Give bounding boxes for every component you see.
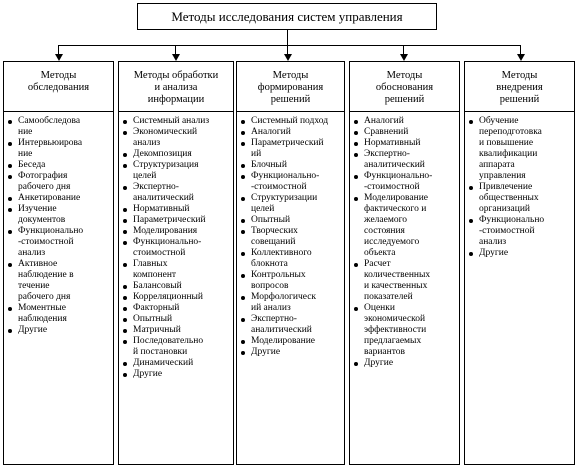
- column-header-line: решений: [270, 94, 311, 105]
- method-item-line: Нормативный: [364, 138, 421, 148]
- method-item: [133, 314, 231, 325]
- method-item-line: переподготовка: [479, 127, 542, 137]
- method-item-line: блокнота: [251, 259, 288, 269]
- method-item: [18, 259, 111, 303]
- method-item-line: Другие: [251, 347, 281, 357]
- method-item: [479, 215, 572, 248]
- column-header-line: внедрения: [496, 82, 543, 93]
- method-item: [133, 116, 231, 127]
- method-item-line: Экспертно-: [364, 149, 410, 159]
- method-item: [133, 358, 231, 369]
- method-list-obosn: [350, 112, 459, 369]
- method-item-line: рабочего дня: [18, 182, 71, 192]
- method-item: [479, 116, 572, 182]
- method-item-line: Последовательно: [133, 336, 204, 346]
- method-item-line: Анкетирование: [18, 193, 81, 203]
- column-obrab: [118, 61, 234, 465]
- method-item-line: Обучение: [479, 116, 519, 126]
- column-form: [236, 61, 345, 465]
- method-item-line: Интервьюирова: [18, 138, 83, 148]
- method-item-line: -стоимостной: [364, 182, 420, 192]
- method-item: [364, 259, 457, 303]
- column-header-obosn: [350, 62, 459, 112]
- method-list-vnedr: [465, 112, 574, 259]
- method-item: [133, 259, 231, 281]
- method-item-line: -стоимостной: [479, 226, 535, 236]
- method-item: [251, 116, 342, 127]
- method-item-line: Балансовый: [133, 281, 182, 291]
- method-item: [133, 237, 231, 259]
- method-item-line: компонент: [133, 270, 177, 280]
- column-header-line: решений: [499, 94, 540, 105]
- method-item-line: Факторный: [133, 303, 180, 313]
- method-item: [251, 336, 342, 347]
- method-item-line: Корреляционный: [133, 292, 203, 302]
- method-item-line: Аналогий: [251, 127, 291, 137]
- method-item: [133, 292, 231, 303]
- column-vnedr: [464, 61, 575, 465]
- column-header-line: Методы: [272, 70, 309, 81]
- method-item: [133, 325, 231, 336]
- column-header-vnedr: [465, 62, 574, 112]
- method-item: [18, 171, 111, 193]
- method-item-line: Опытный: [251, 215, 291, 225]
- method-item-line: Опытный: [133, 314, 173, 324]
- column-header-form: [237, 62, 344, 112]
- method-item-line: ий анализ: [251, 303, 291, 313]
- method-item-line: наблюдения: [18, 314, 67, 324]
- method-item-line: Блочный: [251, 160, 287, 170]
- method-item: [133, 215, 231, 226]
- method-item: [18, 325, 111, 336]
- method-item-line: и качественных: [364, 281, 428, 291]
- method-item: [133, 226, 231, 237]
- column-header-line: решений: [384, 94, 425, 105]
- method-item-line: Изучение: [18, 204, 57, 214]
- method-item-line: рабочего дня: [18, 292, 71, 302]
- method-item-line: аналитический: [364, 160, 425, 170]
- method-item: [133, 336, 231, 358]
- method-item-line: наблюдение в: [18, 270, 74, 280]
- method-item-line: общественных: [479, 193, 539, 203]
- method-item-line: Декомпозиция: [133, 149, 192, 159]
- method-item-line: аналитический: [133, 193, 194, 203]
- method-item-line: показателей: [364, 292, 413, 302]
- method-item-line: Моделирование: [251, 336, 316, 346]
- column-header-line: Методы: [501, 70, 538, 81]
- method-item: [18, 138, 111, 160]
- column-header-line: и анализа: [154, 82, 198, 93]
- column-header-line: формирования: [257, 82, 324, 93]
- method-list-obsl: [4, 112, 113, 336]
- method-item: [364, 303, 457, 358]
- method-item-line: Функционально-: [133, 237, 202, 247]
- method-item-line: Параметрический: [133, 215, 206, 225]
- method-item-line: Сравнений: [364, 127, 409, 137]
- diagram-title: Методы исследования систем управления: [137, 3, 437, 30]
- method-item-line: Расчет: [364, 259, 391, 269]
- method-item: [133, 149, 231, 160]
- method-item: [251, 215, 342, 226]
- method-item-line: ние: [18, 127, 33, 137]
- trunk-line: [287, 30, 288, 46]
- method-item: [18, 226, 111, 259]
- method-item-line: количественных: [364, 270, 431, 280]
- method-item-line: исследуемого: [364, 237, 420, 247]
- method-list-obrab: [119, 112, 233, 380]
- method-item-line: Системный анализ: [133, 116, 210, 126]
- method-item: [251, 314, 342, 336]
- method-item: [364, 358, 457, 369]
- method-item: [251, 171, 342, 193]
- method-item-line: эффективности: [364, 325, 427, 335]
- method-item-line: Морфологическ: [251, 292, 317, 302]
- method-item: [364, 127, 457, 138]
- method-item-line: Творческих: [251, 226, 298, 236]
- method-item-line: состояния: [364, 226, 405, 236]
- method-item-line: совещаний: [251, 237, 296, 247]
- method-item-line: течение: [18, 281, 50, 291]
- method-item: [364, 171, 457, 193]
- drop-line-obsl: [58, 45, 59, 54]
- drop-line-obosn: [403, 45, 404, 54]
- method-item-line: анализ: [479, 237, 507, 247]
- drop-line-vnedr: [520, 45, 521, 54]
- method-item-line: Контрольных: [251, 270, 306, 280]
- method-item-line: й постановки: [133, 347, 188, 357]
- method-item-line: Экспертно-: [133, 182, 179, 192]
- column-header-line: обследования: [27, 82, 90, 93]
- method-item: [251, 248, 342, 270]
- method-item-line: квалификации: [479, 149, 538, 159]
- method-item-line: Функционально-: [251, 171, 320, 181]
- method-item-line: объекта: [364, 248, 396, 258]
- column-header-line: обоснования: [375, 82, 434, 93]
- arrow-obsl: [55, 54, 63, 61]
- method-item: [133, 281, 231, 292]
- method-item-line: Функционально: [18, 226, 84, 236]
- method-item: [18, 193, 111, 204]
- method-item-line: ий: [251, 149, 262, 159]
- method-item-line: Самообследова: [18, 116, 81, 126]
- method-item: [18, 160, 111, 171]
- method-item-line: Матричный: [133, 325, 181, 335]
- method-item-line: стоимостной: [133, 248, 186, 258]
- column-header-line: Методы: [40, 70, 77, 81]
- method-item-line: Параметрический: [251, 138, 324, 148]
- method-item: [133, 204, 231, 215]
- method-item-line: Моделирования: [133, 226, 198, 236]
- method-item-line: управления: [479, 171, 526, 181]
- column-header-obrab: [119, 62, 233, 112]
- method-item-line: экономической: [364, 314, 426, 324]
- method-item: [133, 303, 231, 314]
- method-item: [133, 369, 231, 380]
- arrow-vnedr: [517, 54, 525, 61]
- method-item: [251, 347, 342, 358]
- method-item: [251, 193, 342, 215]
- method-item: [133, 182, 231, 204]
- method-item-line: Другие: [133, 369, 163, 379]
- method-item: [18, 303, 111, 325]
- method-item-line: организаций: [479, 204, 531, 214]
- method-item: [133, 127, 231, 149]
- method-item-line: вопросов: [251, 281, 289, 291]
- method-item: [251, 270, 342, 292]
- method-item-line: Привлечение: [479, 182, 533, 192]
- method-item-line: Фотография: [18, 171, 68, 181]
- method-item-line: аппарата: [479, 160, 515, 170]
- method-item-line: Функционально-: [364, 171, 433, 181]
- method-list-form: [237, 112, 344, 358]
- method-item: [364, 138, 457, 149]
- method-item-line: Структуризация: [133, 160, 199, 170]
- method-item: [251, 160, 342, 171]
- method-item-line: ние: [18, 149, 33, 159]
- arrow-obosn: [400, 54, 408, 61]
- bus-line: [58, 45, 520, 46]
- method-item-line: и повышение: [479, 138, 534, 148]
- method-item: [251, 138, 342, 160]
- method-item: [364, 193, 457, 259]
- method-item-line: Функционально: [479, 215, 545, 225]
- method-item: [479, 182, 572, 215]
- arrow-obrab: [172, 54, 180, 61]
- drop-line-form: [287, 45, 288, 54]
- method-item-line: анализ: [18, 248, 46, 258]
- method-item-line: целей: [251, 204, 275, 214]
- column-header-line: информации: [147, 94, 205, 105]
- method-item: [18, 116, 111, 138]
- method-item-line: Аналогий: [364, 116, 404, 126]
- method-item-line: Структуризации: [251, 193, 318, 203]
- arrow-form: [284, 54, 292, 61]
- method-item-line: Коллективного: [251, 248, 312, 258]
- method-item-line: предлагаемых: [364, 336, 422, 346]
- method-item-line: целей: [133, 171, 157, 181]
- method-item: [133, 160, 231, 182]
- method-item-line: -стоимостной: [251, 182, 307, 192]
- method-item-line: -стоимостной: [18, 237, 74, 247]
- column-header-line: Методы обработки: [133, 70, 219, 81]
- method-item-line: Главных: [133, 259, 168, 269]
- method-item-line: фактического и: [364, 204, 427, 214]
- method-item-line: Оценки: [364, 303, 395, 313]
- column-obsl: [3, 61, 114, 465]
- method-item-line: Системный подход: [251, 116, 329, 126]
- method-item: [18, 204, 111, 226]
- method-item: [251, 292, 342, 314]
- method-item-line: Моделирование: [364, 193, 429, 203]
- method-item-line: Моментные: [18, 303, 66, 313]
- method-item-line: Динамический: [133, 358, 194, 368]
- method-item-line: Экономический: [133, 127, 198, 137]
- method-item-line: Другие: [479, 248, 509, 258]
- method-item-line: Другие: [364, 358, 394, 368]
- column-header-line: Методы: [386, 70, 423, 81]
- method-item: [479, 248, 572, 259]
- method-item: [251, 226, 342, 248]
- method-item: [364, 149, 457, 171]
- method-item-line: документов: [18, 215, 66, 225]
- method-item-line: вариантов: [364, 347, 405, 357]
- method-item: [364, 116, 457, 127]
- column-header-obsl: [4, 62, 113, 112]
- drop-line-obrab: [175, 45, 176, 54]
- column-obosn: [349, 61, 460, 465]
- method-item-line: Беседа: [18, 160, 46, 170]
- method-item: [251, 127, 342, 138]
- method-item-line: аналитический: [251, 325, 312, 335]
- method-item-line: Нормативный: [133, 204, 190, 214]
- method-item-line: анализ: [133, 138, 161, 148]
- method-item-line: Другие: [18, 325, 48, 335]
- method-item-line: Активное: [18, 259, 58, 269]
- method-item-line: желаемого: [364, 215, 408, 225]
- method-item-line: Экспертно-: [251, 314, 297, 324]
